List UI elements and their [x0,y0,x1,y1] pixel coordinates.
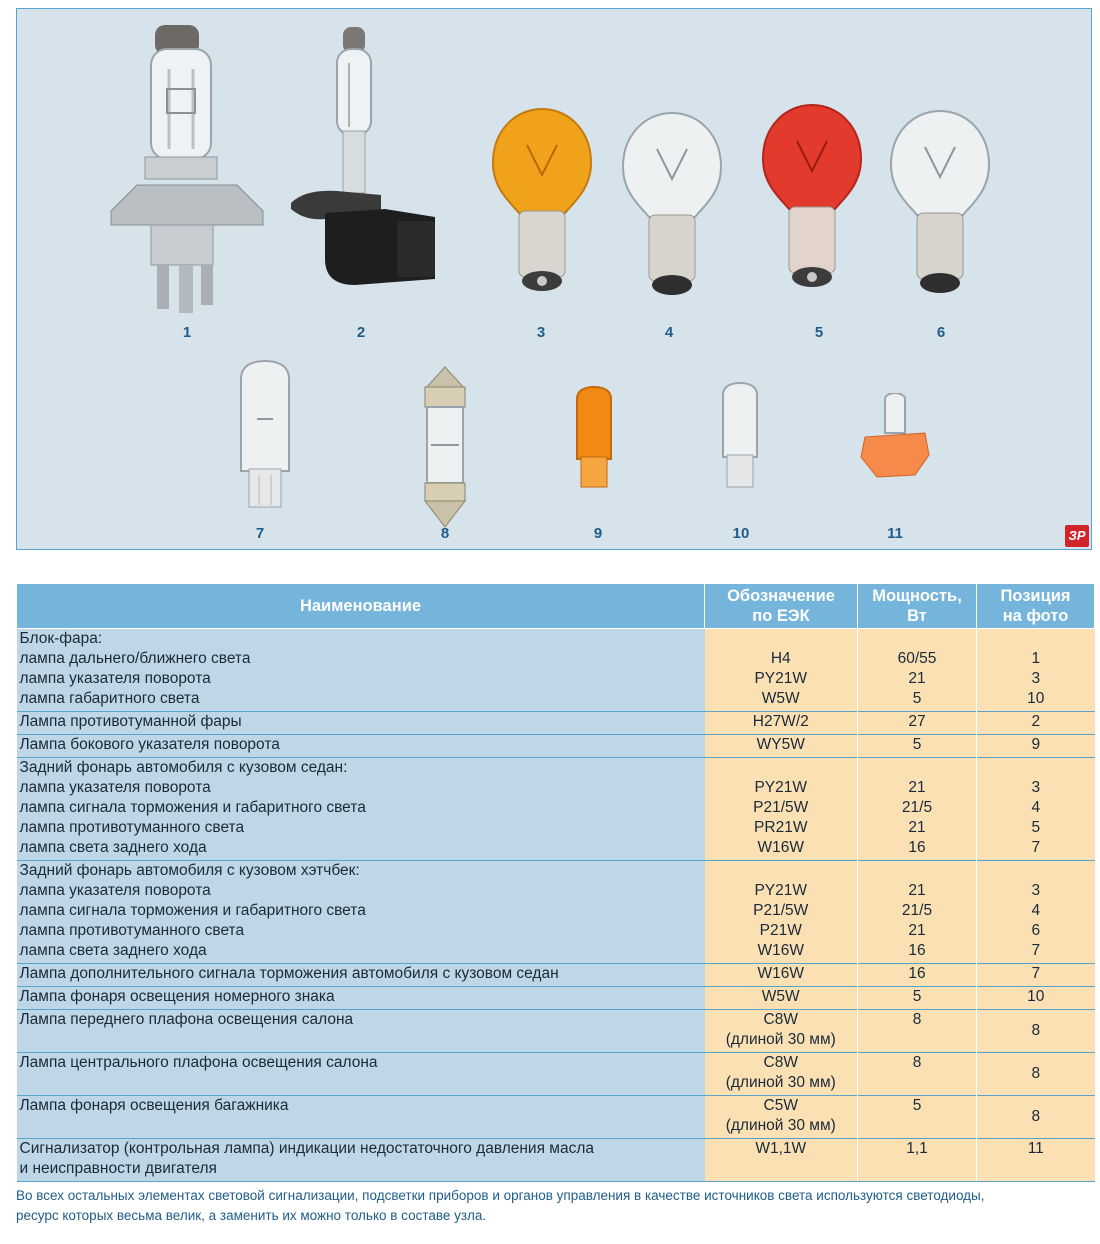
power-text: 21 [908,819,926,836]
table-row [17,735,1095,758]
name-text: Задний фонарь автомобиля с кузовом хэтчбек: [19,862,360,879]
designation-text: W16W [757,942,804,959]
table-row [17,1053,1095,1096]
cell-power [858,712,977,735]
cell-name [17,1010,705,1053]
header-designation [705,584,858,629]
table-row [17,964,1095,987]
footnote-line-1: Во всех остальных элементах световой сигнализации, подсветки приборов и органов управления в качестве источников света используются светодиоды, [16,1188,985,1203]
designation-text: (длиной 30 мм) [725,1074,836,1091]
cell-designation [705,1053,858,1096]
position-text: 6 [1031,922,1041,939]
cell-power [858,629,977,712]
p21w-bulb-image [885,107,995,297]
cell-power [858,1096,977,1139]
w16w-bulb-image [225,359,305,519]
cell-position [977,987,1095,1010]
table-row [17,987,1095,1010]
cell-position [977,735,1095,758]
name-text: Лампа бокового указателя поворота [19,736,280,753]
power-text: 21 [908,922,926,939]
designation-text: PY21W [754,779,808,796]
table-row [17,861,1095,964]
lamps-photo [16,8,1092,550]
power-text: 21/5 [901,799,933,816]
designation-text: W16W [757,965,804,982]
position-text: 7 [1031,965,1041,982]
lamps-table [16,583,1095,1182]
cell-position [977,964,1095,987]
cell-designation [705,987,858,1010]
position-text: 2 [1031,713,1041,730]
publisher-logo: ЗР [1065,525,1089,547]
header-designation-line-2: по ЕЭК [752,607,810,625]
cell-name [17,1053,705,1096]
power-text: 21 [908,882,926,899]
header-name: Наименование [17,584,705,629]
bulb-number-8: 8 [440,525,450,542]
cell-power [858,1139,977,1182]
designation-text: (длиной 30 мм) [725,1117,836,1134]
name-text: и неисправности двигателя [19,1160,217,1177]
designation-text: P21W [759,922,802,939]
designation-text: W5W [761,988,800,1005]
bulb-number-9: 9 [593,525,603,542]
power-text: 5 [912,988,922,1005]
power-text: 16 [908,839,926,856]
power-text: 5 [912,1097,922,1114]
cell-position [977,861,1095,964]
power-text: 8 [912,1054,922,1071]
power-text: 1,1 [906,1140,928,1157]
wy5w-bulb-image [569,385,619,495]
cell-power [858,964,977,987]
designation-text [705,758,858,778]
name-text: лампа указателя поворота [19,670,211,687]
designation-text: PY21W [754,882,808,899]
cell-name [17,1139,705,1182]
cell-designation [705,964,858,987]
name-text: Лампа фонаря освещения номерного знака [19,988,335,1005]
table-row [17,712,1095,735]
header-position-line-2: на фото [1002,607,1069,625]
header-designation-line-1: Обозначение [727,587,835,605]
name-text: лампа указателя поворота [19,779,211,796]
header-position [977,584,1095,629]
footnote-line-2: ресурс которых весьма велик, а заменить их можно только в составе узла. [16,1208,487,1223]
designation-text: P21/5W [753,799,809,816]
position-text [977,758,1095,778]
name-text: Задний фонарь автомобиля с кузовом седан: [19,759,348,776]
h27-bulb-image [285,23,445,303]
position-text: 7 [1031,839,1041,856]
cell-position [977,758,1095,861]
bulb-number-7: 7 [255,525,265,542]
power-text: 16 [908,942,926,959]
cell-name [17,758,705,861]
bulb-number-10: 10 [732,525,750,542]
power-text: 27 [908,713,926,730]
cell-designation [705,1010,858,1053]
header-power-line-2: Вт [907,607,927,625]
designation-text: C8W [763,1054,798,1071]
pr21w-bulb-image [757,101,867,291]
name-text: лампа дальнего/ближнего света [19,650,251,667]
cell-name [17,712,705,735]
w5w-bulb-image [715,381,765,497]
power-text: 21 [908,670,926,687]
power-text [858,629,976,649]
name-text: Сигнализатор (контрольная лампа) индикации недостаточного давления масла [19,1140,594,1157]
name-text: Лампа центрального плафона освещения салона [19,1054,378,1071]
cell-name [17,987,705,1010]
name-text: лампа сигнала торможения и габаритного света [19,799,366,816]
name-text: Лампа переднего плафона освещения салона [19,1011,354,1028]
designation-text [705,861,858,881]
position-text: 1 [1031,650,1041,667]
position-text: 8 [1031,1065,1041,1082]
table-row [17,1139,1095,1182]
cell-designation [705,712,858,735]
power-text [858,861,976,881]
cell-name [17,964,705,987]
position-text: 10 [1027,988,1045,1005]
position-text: 9 [1031,736,1041,753]
name-text: Лампа противотуманной фары [19,713,242,730]
name-text: лампа света заднего хода [19,942,207,959]
position-text: 11 [1027,1140,1044,1157]
position-text: 7 [1031,942,1041,959]
header-position-line-1: Позиция [1000,587,1071,605]
cell-position [977,1096,1095,1139]
designation-text: H27W/2 [752,713,809,730]
name-text: Блок-фара: [19,630,103,647]
cell-designation [705,1096,858,1139]
name-text: лампа противотуманного света [19,922,245,939]
position-text: 3 [1031,670,1041,687]
designation-text: W1,1W [755,1140,807,1157]
power-text: 5 [912,690,922,707]
position-text: 8 [1031,1108,1041,1125]
cell-position [977,1053,1095,1096]
designation-text: C8W [763,1011,798,1028]
name-text: лампа света заднего хода [19,839,207,856]
table-row [17,629,1095,712]
cell-power [858,735,977,758]
designation-text: P21/5W [753,902,809,919]
designation-text [705,629,858,649]
designation-text: C5W [763,1097,798,1114]
designation-text: H4 [770,650,791,667]
designation-text: W5W [761,690,800,707]
header-power [858,584,977,629]
power-text: 16 [908,965,926,982]
position-text: 5 [1031,819,1041,836]
table-row [17,758,1095,861]
c8w-bulb-image [415,365,475,531]
table-header-row [17,584,1095,629]
bulb-number-11: 11 [887,525,903,542]
bulb-number-6: 6 [936,324,946,341]
cell-name [17,735,705,758]
table-row [17,1096,1095,1139]
position-text: 3 [1031,779,1041,796]
cell-power [858,861,977,964]
cell-power [858,758,977,861]
position-text: 8 [1031,1022,1041,1039]
table-row [17,1010,1095,1053]
power-text: 21/5 [901,902,933,919]
designation-text: WY5W [756,736,805,753]
power-text [858,758,976,778]
cell-position [977,629,1095,712]
position-text: 4 [1031,799,1041,816]
cell-position [977,1139,1095,1182]
cell-designation [705,1139,858,1182]
cell-power [858,987,977,1010]
name-text: Лампа фонаря освещения багажника [19,1097,289,1114]
position-text: 4 [1031,902,1041,919]
designation-text: PR21W [754,819,808,836]
bulb-number-4: 4 [664,324,674,341]
power-text: 5 [912,736,922,753]
position-text [977,861,1095,881]
w1-1w-bulb-image [855,393,935,483]
cell-power [858,1053,977,1096]
cell-designation [705,861,858,964]
cell-designation [705,735,858,758]
cell-position [977,712,1095,735]
designation-text: W16W [757,839,804,856]
name-text: лампа указателя поворота [19,882,211,899]
cell-designation [705,629,858,712]
bulb-number-2: 2 [356,324,366,341]
h4-bulb-image [107,19,267,319]
py21w-bulb-image [487,105,597,295]
cell-name [17,1096,705,1139]
footnote [16,1186,1092,1226]
power-text: 8 [912,1011,922,1028]
name-text: лампа габаритного света [19,690,200,707]
name-text: лампа сигнала торможения и габаритного света [19,902,366,919]
power-text: 21 [908,779,926,796]
p21-5w-bulb-image [617,109,727,299]
designation-text: PY21W [754,670,808,687]
cell-position [977,1010,1095,1053]
cell-designation [705,758,858,861]
designation-text: (длиной 30 мм) [725,1031,836,1048]
cell-power [858,1010,977,1053]
bulb-number-3: 3 [536,324,546,341]
position-text: 3 [1031,882,1041,899]
bulb-number-1: 1 [182,324,192,341]
name-text: лампа противотуманного света [19,819,245,836]
header-power-line-1: Мощность, [872,587,962,605]
name-text: Лампа дополнительного сигнала торможения автомобиля с кузовом седан [19,965,559,982]
bulb-number-5: 5 [814,324,824,341]
cell-name [17,629,705,712]
power-text: 60/55 [897,650,937,667]
position-text [977,629,1095,649]
cell-name [17,861,705,964]
position-text: 10 [1027,690,1045,707]
